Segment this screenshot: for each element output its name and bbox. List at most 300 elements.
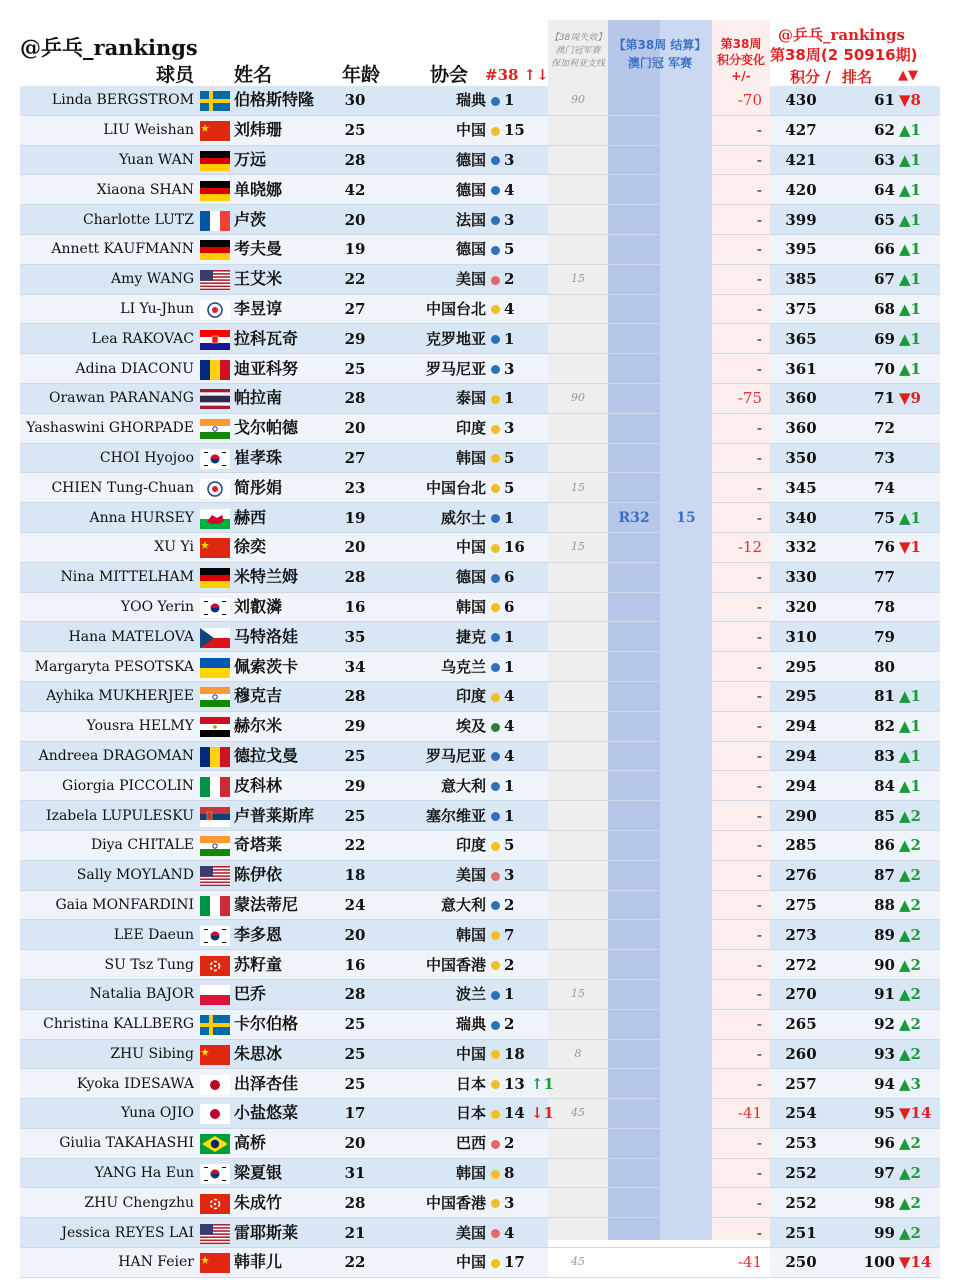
association-rank [502, 771, 548, 801]
ranking-points: 257 [770, 1069, 832, 1099]
table-row [20, 681, 940, 711]
continent-dot-cell [488, 562, 502, 592]
association-rank-value: 1 [504, 329, 515, 348]
player-chinese-name: 高桥 [232, 1128, 330, 1158]
flag-wal-icon [200, 509, 230, 529]
player-english-name: Yuan WAN [20, 145, 198, 175]
ranking-points: 294 [770, 771, 832, 801]
association-rank-value: 2 [504, 895, 515, 914]
table-row [20, 801, 940, 831]
continent-dot-cell [488, 115, 502, 145]
player-chinese-name: 卡尔伯格 [232, 1009, 330, 1039]
table-row [20, 1009, 940, 1039]
flag-rou-icon [200, 360, 230, 380]
player-age: 25 [330, 801, 380, 831]
flag-pol-icon [200, 985, 230, 1005]
points-change: - [712, 1039, 770, 1069]
world-rank: 96 [832, 1128, 898, 1158]
world-rank: 67 [832, 264, 898, 294]
flag-cell [198, 801, 232, 831]
points-change: - [712, 354, 770, 384]
event-points [660, 1099, 712, 1129]
table-row [20, 503, 940, 533]
association-rank [502, 562, 548, 592]
flag-cell [198, 264, 232, 294]
expiring-points [548, 354, 608, 384]
continent-dot-cell [488, 175, 502, 205]
flag-cell [198, 383, 232, 413]
player-english-name: Sally MOYLAND [20, 860, 198, 890]
player-english-name: Yuna OJIO [20, 1099, 198, 1129]
col-event-line1: 【第38周 结算】 [613, 38, 707, 52]
world-rank: 77 [832, 562, 898, 592]
expiring-points [548, 830, 608, 860]
flag-swe-icon [200, 91, 230, 111]
points-change: -41 [712, 1099, 770, 1129]
association: 韩国 [380, 443, 488, 473]
expiring-points [548, 622, 608, 652]
event-points [660, 354, 712, 384]
association-rank [502, 503, 548, 533]
association-rank [502, 1069, 554, 1099]
event-round [608, 1069, 660, 1099]
expiring-points [548, 860, 608, 890]
rank-movement: ▲2 [898, 1188, 940, 1218]
continent-dot-cell [488, 473, 502, 503]
flag-cell [198, 443, 232, 473]
points-change: - [712, 1158, 770, 1188]
player-age: 17 [330, 1099, 380, 1129]
points-change: - [712, 1128, 770, 1158]
rank-movement: ▲2 [898, 950, 940, 980]
event-round [608, 562, 660, 592]
rank-movement [898, 413, 940, 443]
expiring-points: 15 [548, 264, 608, 294]
col-prev-header [548, 32, 608, 71]
association-rank-value: 4 [504, 1223, 515, 1242]
player-age: 22 [330, 830, 380, 860]
association-rank-value: 17 [504, 1253, 525, 1272]
ranking-points: 430 [770, 86, 832, 115]
flag-cell [198, 771, 232, 801]
points-change: - [712, 473, 770, 503]
continent-dot-icon [491, 127, 500, 136]
flag-chn-icon [200, 1045, 230, 1065]
continent-dot-cell [488, 1069, 502, 1099]
rank-movement [898, 562, 940, 592]
association-rank [502, 979, 548, 1009]
continent-dot-icon [491, 395, 500, 404]
table-row [20, 950, 940, 980]
table-row [20, 175, 940, 205]
flag-cell [198, 1248, 232, 1278]
flag-egy-icon [200, 717, 230, 737]
player-age: 28 [330, 145, 380, 175]
association-rank [502, 1158, 548, 1188]
table-row [20, 622, 940, 652]
rank-movement: ▲1 [898, 175, 940, 205]
continent-dot-icon [491, 484, 500, 493]
rank-movement: ▲1 [898, 205, 940, 235]
player-age: 19 [330, 234, 380, 264]
expiring-points [548, 503, 608, 533]
ranking-points: 254 [770, 1099, 832, 1129]
expiring-points [548, 1158, 608, 1188]
player-chinese-name: 迪亚科努 [232, 354, 330, 384]
player-age: 28 [330, 979, 380, 1009]
ranking-points: 332 [770, 532, 832, 562]
flag-tpe-icon [200, 300, 230, 320]
event-points [660, 1009, 712, 1039]
player-age: 20 [330, 532, 380, 562]
ranking-points: 250 [770, 1248, 832, 1278]
flag-bra-icon [200, 1134, 230, 1154]
event-round [608, 115, 660, 145]
association-rank [502, 473, 548, 503]
player-chinese-name: 出泽杏佳 [232, 1069, 330, 1099]
table-row [20, 771, 940, 801]
points-change: -12 [712, 532, 770, 562]
world-rank: 99 [832, 1218, 898, 1248]
association: 德国 [380, 562, 488, 592]
player-english-name: Yousra HELMY [20, 711, 198, 741]
association: 德国 [380, 175, 488, 205]
flag-srb-icon [200, 807, 230, 827]
expiring-points [548, 801, 608, 831]
event-round [608, 234, 660, 264]
continent-dot-cell [488, 622, 502, 652]
event-points [660, 205, 712, 235]
continent-dot-cell [488, 830, 502, 860]
table-row [20, 1218, 940, 1248]
player-english-name: HAN Feier [20, 1248, 198, 1278]
event-round [608, 354, 660, 384]
world-rank: 70 [832, 354, 898, 384]
player-english-name: LEE Daeun [20, 920, 198, 950]
player-age: 20 [330, 920, 380, 950]
rank-movement: ▲2 [898, 1218, 940, 1248]
association-rank-value: 1 [504, 91, 515, 110]
rank-movement: ▲2 [898, 890, 940, 920]
player-english-name: Linda BERGSTROM [20, 86, 198, 115]
association: 德国 [380, 234, 488, 264]
world-rank: 91 [832, 979, 898, 1009]
player-english-name: Yashaswini GHORPADE [20, 413, 198, 443]
ranking-points: 340 [770, 503, 832, 533]
expiring-points [548, 145, 608, 175]
event-points [660, 1128, 712, 1158]
player-english-name: Ayhika MUKHERJEE [20, 681, 198, 711]
points-change: - [712, 830, 770, 860]
continent-dot-cell [488, 1099, 502, 1129]
rank-movement: ▲1 [898, 234, 940, 264]
event-round [608, 1039, 660, 1069]
event-points [660, 711, 712, 741]
player-english-name: ZHU Chengzhu [20, 1188, 198, 1218]
table-row [20, 741, 940, 771]
association-rank-value: 1 [504, 657, 515, 676]
table-row [20, 354, 940, 384]
continent-dot-icon [491, 276, 500, 285]
flag-ger-icon [200, 151, 230, 171]
association: 克罗地亚 [380, 324, 488, 354]
event-points [660, 234, 712, 264]
association-rank-value: 3 [504, 210, 515, 229]
rank-movement: ▲1 [898, 324, 940, 354]
continent-dot-cell [488, 741, 502, 771]
event-round [608, 890, 660, 920]
ranking-points: 427 [770, 115, 832, 145]
col-num-header: #38 ↑↓ [485, 66, 549, 84]
flag-cell [198, 1009, 232, 1039]
expiring-points [548, 175, 608, 205]
player-chinese-name: 刘炜珊 [232, 115, 330, 145]
expiring-points [548, 771, 608, 801]
association: 德国 [380, 145, 488, 175]
rank-movement: ▲1 [898, 264, 940, 294]
event-round [608, 1128, 660, 1158]
points-change: - [712, 592, 770, 622]
association-rank-value: 1 [504, 985, 515, 1004]
points-change: - [712, 234, 770, 264]
event-round [608, 1218, 660, 1248]
flag-cell [198, 920, 232, 950]
player-age: 29 [330, 711, 380, 741]
continent-dot-icon [491, 97, 500, 106]
flag-ita-icon [200, 777, 230, 797]
rank-movement: ▲2 [898, 920, 940, 950]
association: 法国 [380, 205, 488, 235]
points-change: - [712, 264, 770, 294]
flag-cell [198, 175, 232, 205]
association-rank-move: ↑1 [530, 1074, 554, 1093]
association: 韩国 [380, 592, 488, 622]
association-rank-value: 1 [504, 627, 515, 646]
flag-cell [198, 354, 232, 384]
col-event-line2: 澳门冠 军赛 [627, 56, 693, 70]
points-change: -75 [712, 383, 770, 413]
continent-dot-icon [491, 1199, 500, 1208]
player-english-name: Natalia BAJOR [20, 979, 198, 1009]
flag-cell [198, 979, 232, 1009]
event-points [660, 950, 712, 980]
association-rank-value: 15 [504, 121, 525, 140]
flag-cell [198, 86, 232, 115]
flag-cell [198, 562, 232, 592]
player-english-name: Orawan PARANANG [20, 383, 198, 413]
world-rank: 97 [832, 1158, 898, 1188]
continent-dot-cell [488, 890, 502, 920]
player-english-name: Kyoka IDESAWA [20, 1069, 198, 1099]
event-points [660, 890, 712, 920]
continent-dot-cell [488, 503, 502, 533]
col-rank-header: 排名 [842, 68, 873, 86]
association-rank-value: 2 [504, 1015, 515, 1034]
rank-movement [898, 622, 940, 652]
continent-dot-icon [491, 752, 500, 761]
player-age: 22 [330, 1248, 380, 1278]
ranking-points: 275 [770, 890, 832, 920]
continent-dot-icon [491, 931, 500, 940]
event-round [608, 830, 660, 860]
table-header [0, 0, 960, 88]
player-english-name: YOO Yerin [20, 592, 198, 622]
table-row [20, 294, 940, 324]
flag-cell [198, 830, 232, 860]
association-rank [502, 234, 548, 264]
points-change: - [712, 920, 770, 950]
flag-cell [198, 860, 232, 890]
association-rank [502, 950, 548, 980]
continent-dot-cell [488, 324, 502, 354]
points-change: - [712, 801, 770, 831]
player-english-name: Xiaona SHAN [20, 175, 198, 205]
ranking-points: 270 [770, 979, 832, 1009]
points-change: - [712, 413, 770, 443]
ranking-points: 395 [770, 234, 832, 264]
event-points [660, 383, 712, 413]
association: 印度 [380, 681, 488, 711]
event-round [608, 443, 660, 473]
continent-dot-cell [488, 681, 502, 711]
association: 捷克 [380, 622, 488, 652]
player-english-name: Lea RAKOVAC [20, 324, 198, 354]
continent-dot-icon [491, 1050, 500, 1059]
association: 韩国 [380, 920, 488, 950]
player-chinese-name: 德拉戈曼 [232, 741, 330, 771]
association: 中国 [380, 1248, 488, 1278]
world-rank: 62 [832, 115, 898, 145]
association-rank-value: 2 [504, 270, 515, 289]
flag-hkg-icon [200, 956, 230, 976]
rank-movement [898, 443, 940, 473]
continent-dot-icon [491, 1021, 500, 1030]
table-row [20, 264, 940, 294]
event-points [660, 1188, 712, 1218]
points-change: - [712, 1069, 770, 1099]
expiring-points [548, 1009, 608, 1039]
player-english-name: Giulia TAKAHASHI [20, 1128, 198, 1158]
col-chg-header [712, 36, 770, 84]
association-rank-value: 4 [504, 746, 515, 765]
rank-movement: ▲1 [898, 681, 940, 711]
rank-movement: ▲1 [898, 354, 940, 384]
flag-kor-icon [200, 926, 230, 946]
world-rank: 71 [832, 383, 898, 413]
table-row [20, 324, 940, 354]
expiring-points [548, 592, 608, 622]
flag-ukr-icon [200, 658, 230, 678]
expiring-points: 8 [548, 1039, 608, 1069]
col-prev-line3: 保加利亚支线 [550, 59, 605, 69]
points-change: - [712, 711, 770, 741]
player-english-name: SU Tsz Tung [20, 950, 198, 980]
table-row [20, 205, 940, 235]
flag-usa-icon [200, 1224, 230, 1244]
event-round [608, 294, 660, 324]
player-age: 23 [330, 473, 380, 503]
event-round [608, 622, 660, 652]
association: 美国 [380, 264, 488, 294]
ranking-points: 285 [770, 830, 832, 860]
player-age: 24 [330, 890, 380, 920]
world-rank: 82 [832, 711, 898, 741]
rank-movement: ▲1 [898, 115, 940, 145]
continent-dot-cell [488, 920, 502, 950]
association-rank-value: 1 [504, 776, 515, 795]
points-change: - [712, 652, 770, 682]
association-rank-value: 7 [504, 925, 515, 944]
rank-movement: ▲1 [898, 741, 940, 771]
account-handle: @乒乓_rankings [20, 35, 198, 60]
association-rank-value: 6 [504, 597, 515, 616]
table-row [20, 890, 940, 920]
table-row [20, 532, 940, 562]
table-row [20, 1188, 940, 1218]
ranking-points: 360 [770, 413, 832, 443]
flag-ita-icon [200, 896, 230, 916]
player-english-name: Izabela LUPULESKU [20, 801, 198, 831]
flag-chn-icon [200, 121, 230, 141]
association-rank [502, 830, 548, 860]
event-points [660, 145, 712, 175]
player-age: 25 [330, 1039, 380, 1069]
event-round [608, 1009, 660, 1039]
player-english-name: LIU Weishan [20, 115, 198, 145]
association-rank-value: 4 [504, 687, 515, 706]
rank-movement: ▲1 [898, 145, 940, 175]
ranking-points: 294 [770, 711, 832, 741]
continent-dot-icon [491, 723, 500, 732]
continent-dot-cell [488, 979, 502, 1009]
world-rank: 89 [832, 920, 898, 950]
flag-kor-icon [200, 449, 230, 469]
expiring-points [548, 205, 608, 235]
association-rank-value: 1 [504, 508, 515, 527]
continent-dot-cell [488, 801, 502, 831]
continent-dot-cell [488, 86, 502, 115]
event-round [608, 413, 660, 443]
event-points [660, 1218, 712, 1248]
player-chinese-name: 苏籽童 [232, 950, 330, 980]
ranking-points: 350 [770, 443, 832, 473]
flag-cell [198, 503, 232, 533]
flag-cell [198, 1039, 232, 1069]
association-rank [502, 592, 548, 622]
player-age: 28 [330, 1188, 380, 1218]
continent-dot-icon [491, 603, 500, 612]
table-row [20, 1158, 940, 1188]
association-rank [502, 264, 548, 294]
expiring-points [548, 1188, 608, 1218]
flag-ind-icon [200, 687, 230, 707]
player-english-name: XU Yi [20, 532, 198, 562]
association: 乌克兰 [380, 652, 488, 682]
association: 日本 [380, 1099, 488, 1129]
world-rank: 85 [832, 801, 898, 831]
flag-chn-icon [200, 538, 230, 558]
rankings-table [20, 86, 940, 1278]
continent-dot-icon [491, 901, 500, 910]
ranking-points: 252 [770, 1158, 832, 1188]
rank-movement: ▼14 [898, 1248, 940, 1278]
flag-cell [198, 652, 232, 682]
association-rank [502, 890, 548, 920]
event-round [608, 1158, 660, 1188]
association-rank-value: 3 [504, 419, 515, 438]
association-rank-value: 5 [504, 240, 515, 259]
association-rank [502, 145, 548, 175]
